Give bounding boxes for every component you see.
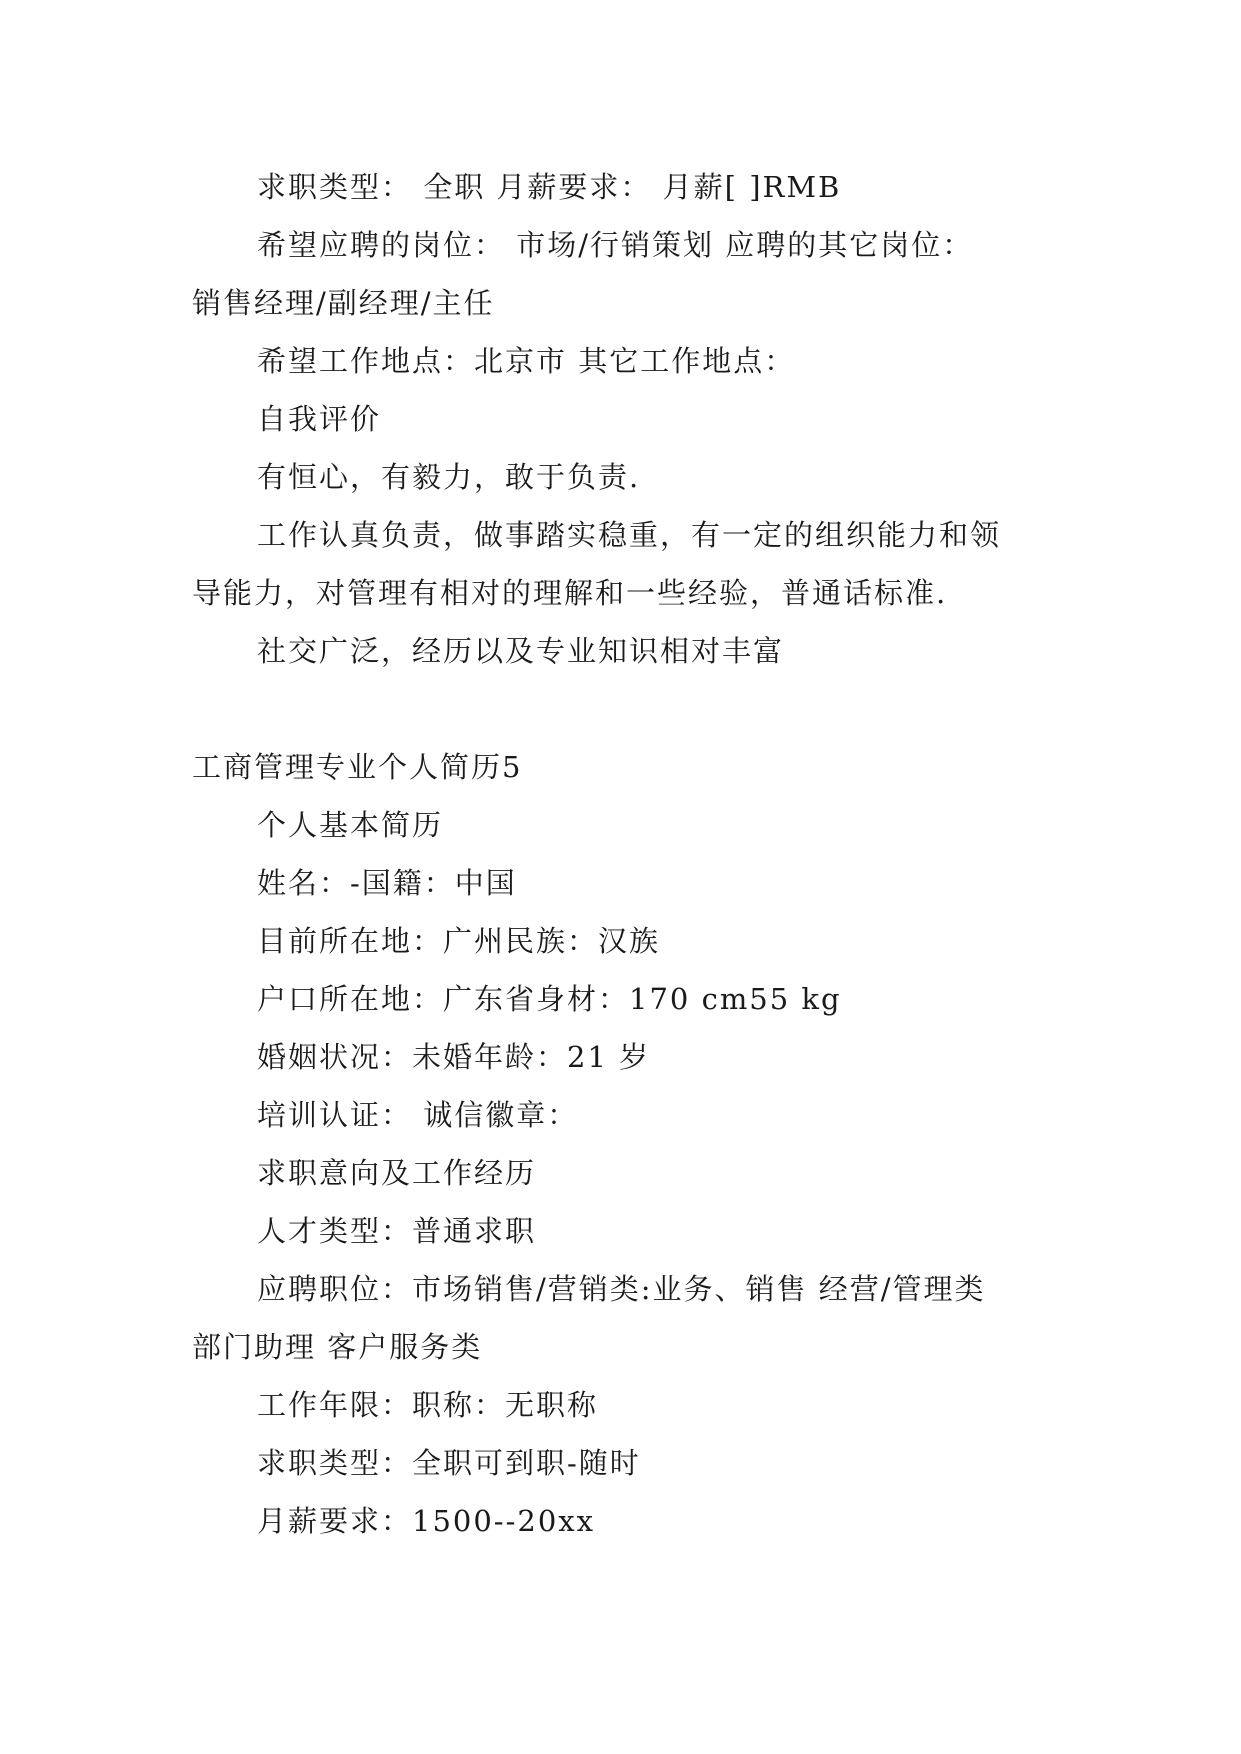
- paragraph-self-evaluation-2: 工作认真负责，做事踏实稳重，有一定的组织能力和领: [257, 518, 1002, 552]
- paragraph-salary-requirement: 月薪要求：1500--20xx: [257, 1504, 596, 1538]
- paragraph-self-evaluation-1: 有恒心，有毅力，敢于负责.: [257, 460, 641, 494]
- paragraph-applied-position-cont: 部门助理 客户服务类: [192, 1330, 483, 1364]
- paragraph-desired-position: 希望应聘的岗位： 市场/行销策划 应聘的其它岗位：: [257, 228, 974, 262]
- paragraph-self-evaluation-2-cont: 导能力，对管理有相对的理解和一些经验，普通话标准.: [192, 576, 948, 610]
- paragraph-certification: 培训认证： 诚信徽章：: [257, 1098, 579, 1132]
- paragraph-work-location: 希望工作地点：北京市 其它工作地点：: [257, 344, 796, 378]
- paragraph-desired-position-cont: 销售经理/副经理/主任: [192, 286, 495, 320]
- paragraph-applied-position: 应聘职位：市场销售/营销类:业务、销售 经营/管理类: [257, 1272, 986, 1306]
- paragraph-location-ethnicity: 目前所在地：广州民族：汉族: [257, 924, 661, 958]
- paragraph-basic-resume-title: 个人基本简历: [257, 808, 444, 842]
- paragraph-self-evaluation-3: 社交广泛，经历以及专业知识相对丰富: [257, 634, 785, 668]
- paragraph-work-years: 工作年限：职称：无职称: [257, 1388, 599, 1422]
- paragraph-job-type-availability: 求职类型：全职可到职-随时: [257, 1446, 641, 1480]
- paragraph-self-evaluation-title: 自我评价: [257, 402, 382, 436]
- document-body: [192, 158, 1062, 1550]
- paragraph-job-type-salary: 求职类型： 全职 月薪要求： 月薪[ ]RMB: [257, 170, 842, 204]
- paragraph-talent-type: 人才类型：普通求职: [257, 1214, 537, 1248]
- paragraph-name-nationality: 姓名：-国籍：中国: [257, 866, 517, 900]
- paragraph-job-intent-title: 求职意向及工作经历: [257, 1156, 537, 1190]
- paragraph-hukou-height: 户口所在地：广东省身材：170 cm55 kg: [257, 982, 842, 1016]
- paragraph-marital-age: 婚姻状况：未婚年龄：21 岁: [257, 1040, 651, 1074]
- section-title: 工商管理专业个人简历5: [192, 750, 523, 784]
